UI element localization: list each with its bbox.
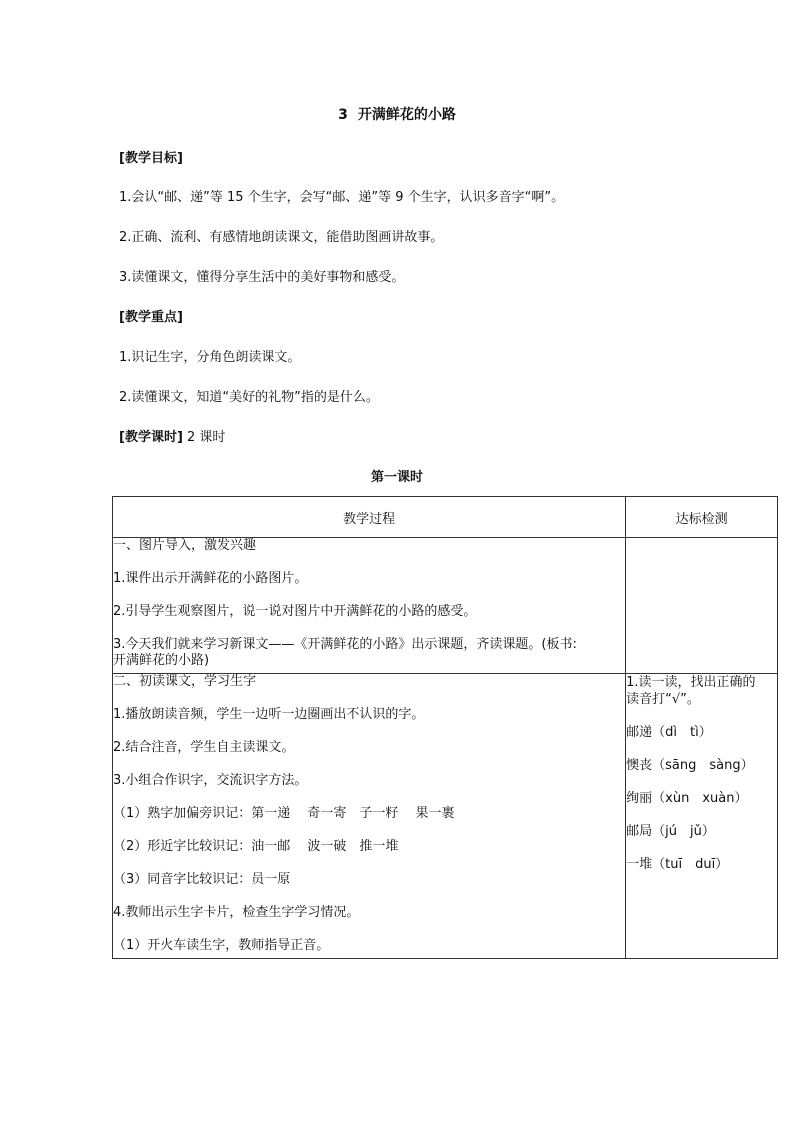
process-cell <box>113 674 626 959</box>
goal-item-2: 2.正确、流利、有感情地朗读课文，能借助图画讲故事。 <box>119 230 444 245</box>
table-row <box>113 538 778 674</box>
check-cell <box>626 538 778 674</box>
first-lesson-title: 第一课时 <box>370 470 423 485</box>
process-line: 一、图片导入，激发兴趣 <box>113 538 257 553</box>
process-line: 2.结合注音，学生自主读课文。 <box>113 740 295 755</box>
process-line: （1）熟字加偏旁识记：第一递 奇一寄 子一籽 果一裹 <box>113 806 455 821</box>
lesson-plan-table <box>112 496 778 959</box>
class-hours <box>119 426 225 445</box>
lesson-number: 3 <box>338 107 348 123</box>
header-check: 达标检测 <box>626 497 778 538</box>
process-line: （1）开火车读生字，教师指导正音。 <box>113 938 330 953</box>
process-line: （2）形近字比较识记：油一邮 波一破 推一堆 <box>113 839 399 854</box>
process-line: （3）同音字比较识记：员一原 <box>113 872 291 887</box>
check-line: 一堆（tuī duī） <box>626 857 729 872</box>
check-line: 邮局（jú jǔ） <box>626 824 715 839</box>
process-cell <box>113 538 626 674</box>
lesson-heading <box>0 104 794 124</box>
process-line: 2.引导学生观察图片，说一说对图片中开满鲜花的小路的感受。 <box>113 604 477 619</box>
key-point-1: 1.识记生字，分角色朗读课文。 <box>119 350 301 365</box>
header-process: 教学过程 <box>113 497 626 538</box>
class-hours-value: 2 课时 <box>182 430 226 445</box>
process-line: 开满鲜花的小路) <box>113 653 210 668</box>
table-header-row <box>113 497 778 538</box>
goal-item-1: 1.会认“邮、递”等 15 个生字，会写“邮、递”等 9 个生字，认识多音字“啊”。 <box>119 190 565 205</box>
lesson-name: 开满鲜花的小路 <box>357 107 456 123</box>
process-line: 1.课件出示开满鲜花的小路图片。 <box>113 571 308 586</box>
process-line: 3.小组合作识字，交流识字方法。 <box>113 773 308 788</box>
key-point-2: 2.读懂课文，知道“美好的礼物”指的是什么。 <box>119 390 379 405</box>
process-line: 3.今天我们就来学习新课文——《开满鲜花的小路》出示课题，齐读课题。(板书: <box>113 637 577 652</box>
check-line: 邮递（dì tì） <box>626 725 712 740</box>
key-points-heading: [教学重点] <box>119 310 183 325</box>
goals-heading: [教学目标] <box>119 151 183 166</box>
check-line: 读音打“√”。 <box>626 692 700 707</box>
check-cell <box>626 674 778 959</box>
process-line: 4.教师出示生字卡片，检查生字学习情况。 <box>113 905 360 920</box>
process-line: 二、初读课文，学习生字 <box>113 674 257 689</box>
check-line: 绚丽（xùn xuàn） <box>626 791 748 806</box>
table-row <box>113 674 778 959</box>
class-hours-heading: [教学课时] <box>119 430 183 445</box>
check-line: 懊丧（sāng sàng） <box>626 758 754 773</box>
process-line: 1.播放朗读音频，学生一边听一边圈画出不认识的字。 <box>113 707 425 722</box>
check-line: 1.读一读，找出正确的 <box>626 675 756 690</box>
goal-item-3: 3.读懂课文，懂得分享生活中的美好事物和感受。 <box>119 270 405 285</box>
